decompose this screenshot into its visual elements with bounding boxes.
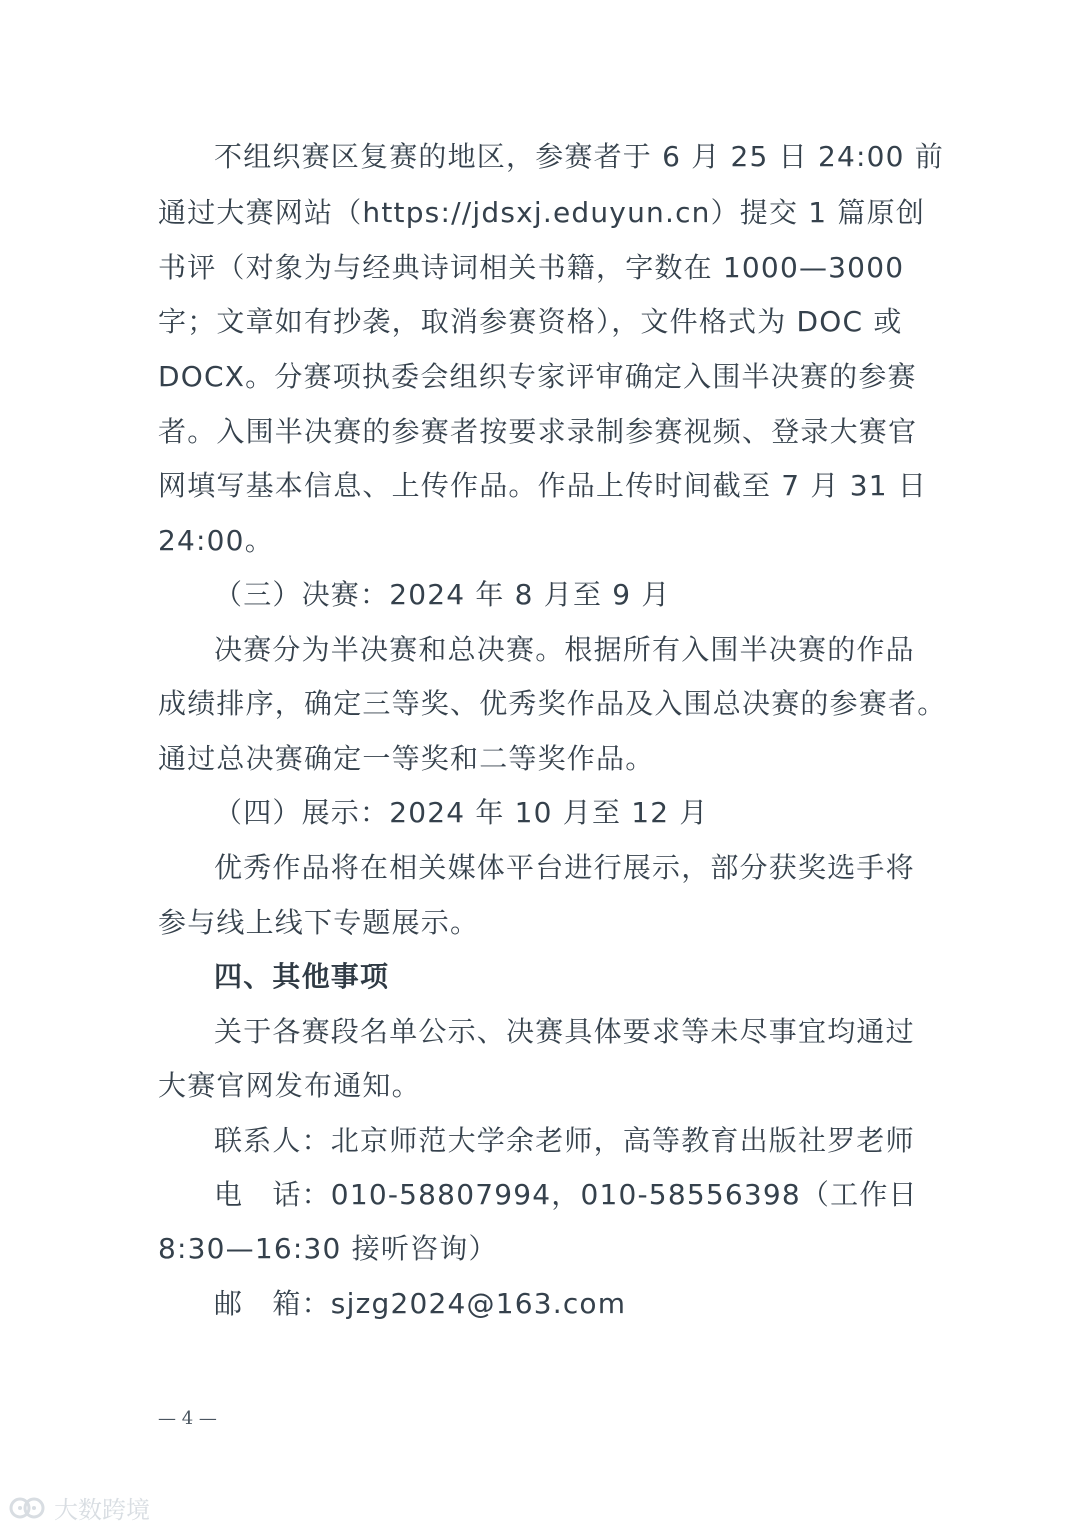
watermark-logo-icon: [8, 1494, 48, 1522]
section-heading-display: （四）展示：2024 年 10 月至 12 月: [214, 796, 709, 829]
contact-person: 联系人：北京师范大学余老师，高等教育出版社罗老师: [214, 1124, 915, 1157]
paragraph-line: 网填写基本信息、上传作品。作品上传时间截至 7 月 31 日: [158, 469, 928, 502]
paragraph-line: DOCX。分赛项执委会组织专家评审确定入围半决赛的参赛: [158, 360, 917, 393]
contact-phone-hours: 8:30—16:30 接听咨询）: [158, 1232, 498, 1265]
part-heading-other: 四、其他事项: [214, 960, 390, 993]
page-number: — 4 —: [158, 1408, 217, 1429]
paragraph-line: 优秀作品将在相关媒体平台进行展示，部分获奖选手将: [214, 851, 915, 884]
paragraph-line: 通过大赛网站（https://jdsxj.eduyun.cn）提交 1 篇原创: [158, 196, 926, 229]
paragraph-line: 成绩排序，确定三等奖、优秀奖作品及入围总决赛的参赛者。: [158, 687, 947, 720]
watermark: [8, 1490, 150, 1525]
paragraph-line: 不组织赛区复赛的地区，参赛者于 6 月 25 日 24:00 前: [214, 140, 944, 173]
paragraph-line: 24:00。: [158, 524, 274, 557]
section-heading-final: （三）决赛：2024 年 8 月至 9 月: [214, 578, 671, 611]
paragraph-line: 参与线上线下专题展示。: [158, 906, 480, 939]
contact-phone: 电 话：010-58807994，010-58556398（工作日: [214, 1178, 918, 1211]
paragraph-line: 关于各赛段名单公示、决赛具体要求等未尽事宜均通过: [214, 1015, 915, 1048]
paragraph-line: 者。入围半决赛的参赛者按要求录制参赛视频、登录大赛官: [158, 415, 918, 448]
contact-email: 邮 箱：sjzg2024@163.com: [214, 1287, 627, 1320]
paragraph-line: 大赛官网发布通知。: [158, 1069, 421, 1102]
watermark-text: 大数跨境: [54, 1496, 150, 1524]
paragraph-line: 书评（对象为与经典诗词相关书籍，字数在 1000—3000: [158, 251, 905, 284]
paragraph-line: 决赛分为半决赛和总决赛。根据所有入围半决赛的作品: [214, 633, 915, 666]
paragraph-line: 通过总决赛确定一等奖和二等奖作品。: [158, 742, 655, 775]
paragraph-line: 字；文章如有抄袭，取消参赛资格），文件格式为 DOC 或: [158, 305, 903, 338]
